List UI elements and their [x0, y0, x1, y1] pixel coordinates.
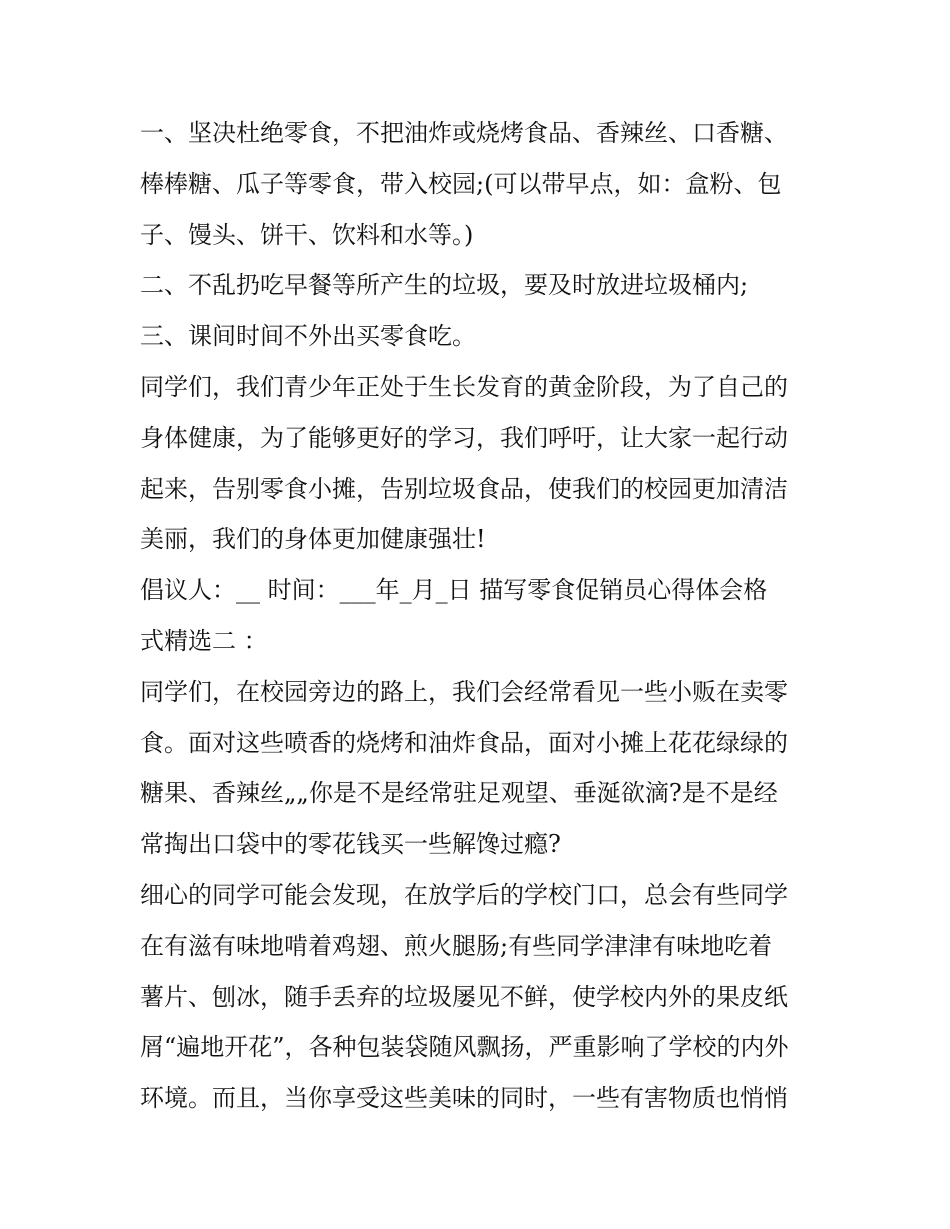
- text-line: 倡议人：__ 时间：___年_月_日 描写零食促销员心得体会格: [140, 576, 768, 605]
- text-line: 同学们，在校园旁边的路上，我们会经常看见一些小贩在卖零: [140, 677, 788, 706]
- document-body: [140, 108, 815, 1124]
- text-line: 三、课间时间不外出买零食吃。: [140, 322, 476, 351]
- text-line: 薯片、刨冰，随手丢弃的垃圾屡见不鲜，使学校内外的果皮纸: [140, 982, 788, 1011]
- text-line: 子、馒头、饼干、饮料和水等。): [140, 220, 474, 249]
- text-line: 糖果、香辣丝„„你是不是经常驻足观望、垂涎欲滴?是不是经: [140, 779, 778, 808]
- text-line: 二、不乱扔吃早餐等所产生的垃圾，要及时放进垃圾桶内;: [140, 271, 749, 300]
- text-line: 式精选二 ：: [140, 626, 268, 655]
- text-line: 环境。而且，当你享受这些美味的同时，一些有害物质也悄悄: [140, 1084, 788, 1113]
- text-line: 屑“遍地开花”，各种包装袋随风飘扬，严重影响了学校的内外: [140, 1033, 789, 1062]
- text-line: 细心的同学可能会发现，在放学后的学校门口，总会有些同学: [140, 880, 788, 909]
- text-line: 起来，告别零食小摊，告别垃圾食品，使我们的校园更加清洁: [140, 474, 788, 503]
- text-line: 常掏出口袋中的零花钱买一些解馋过瘾?: [140, 830, 561, 859]
- text-line: 美丽，我们的身体更加健康强壮!: [140, 525, 486, 554]
- text-line: 在有滋有味地啃着鸡翅、煎火腿肠;有些同学津津有味地吃着: [140, 931, 773, 960]
- text-line: 身体健康，为了能够更好的学习，我们呼吁，让大家一起行动: [140, 423, 788, 452]
- text-line: 棒棒糖、瓜子等零食，带入校园;(可以带早点，如：盒粉、包: [140, 169, 782, 198]
- text-line: 一、坚决杜绝零食，不把油炸或烧烤食品、香辣丝、口香糖、: [140, 119, 788, 147]
- text-line: 食。面对这些喷香的烧烤和油炸食品，面对小摊上花花绿绿的: [140, 728, 788, 757]
- text-line: 同学们，我们青少年正处于生长发育的黄金阶段，为了自己的: [140, 372, 788, 401]
